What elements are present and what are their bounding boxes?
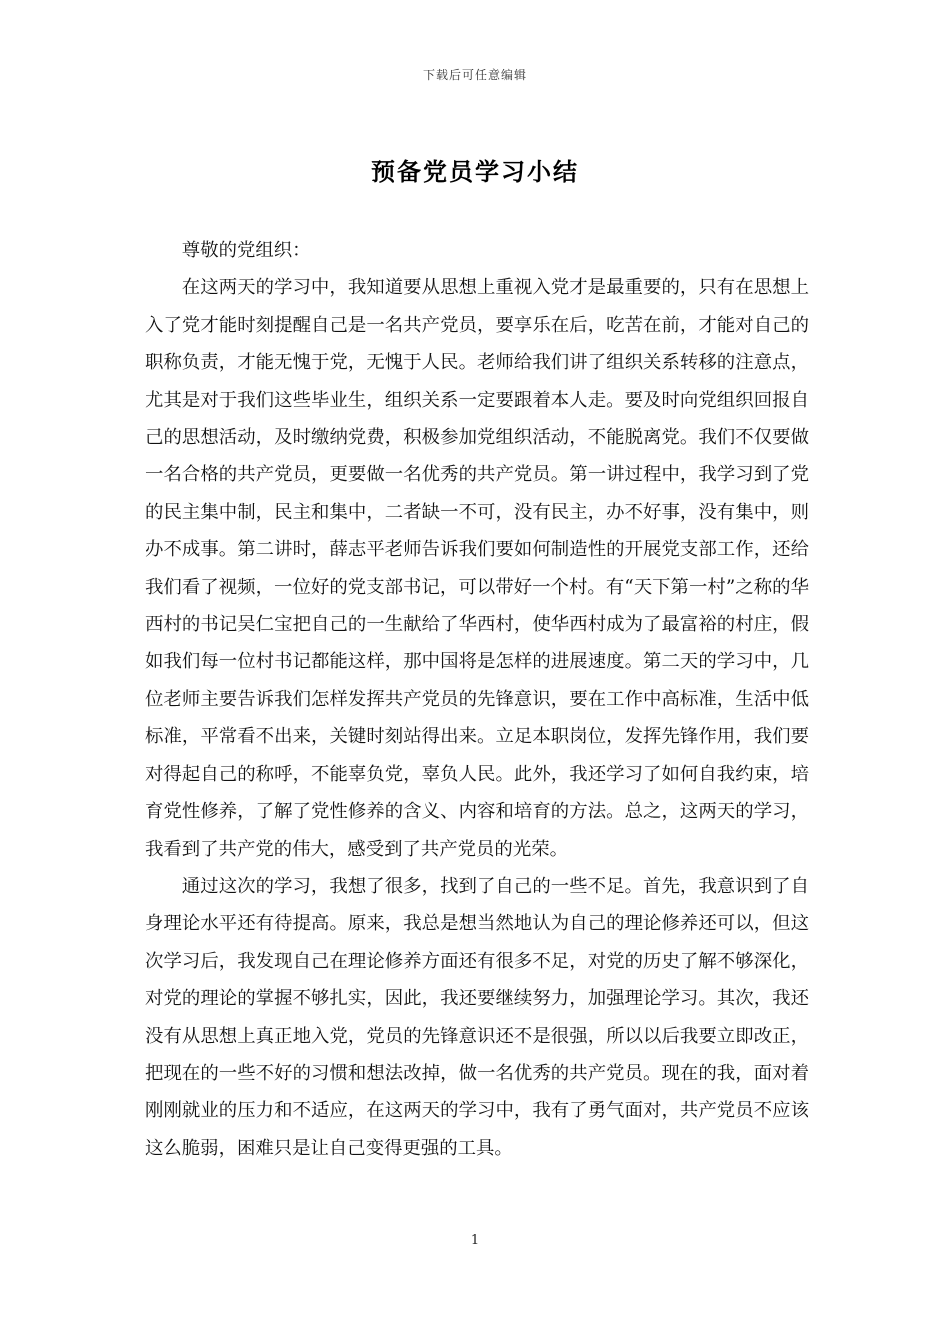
page-number: 1 <box>470 1233 480 1248</box>
document-body <box>145 232 809 1167</box>
paragraph-1: 在这两天的学习中，我知道要从思想上重视入党才是最重要的，只有在思想上入了党才能时刻提醒自己是一名共产党员，要享乐在后，吃苦在前，才能对自己的职称负责，才能无愧于党，无愧于人民。老师给我们讲了组织关系转移的注意点，尤其是对于我们这些毕业生，组织关系一定要跟着本人走。要及时向党组织回报自己的思想活动，及时缴纳党费，积极参加党组织活动，不能脱离党。我们不仅要做一名合格的共产党员，更要做一名优秀的共产党员。第一讲过程中，我学习到了党的民主集中制，民主和集中，二者缺一不可，没有民主，办不好事，没有集中，则办不成事。第二讲时，薛志平老师告诉我们要如何制造性的开展党支部工作，还给我们看了视频，一位好的党支部书记，可以带好一个村。有“天下第一村”之称的华西村的书记吴仁宝把自己的一生献给了华西村，使华西村成为了最富裕的村庄，假如我们每一位村书记都能这样，那中国将是怎样的进展速度。第二天的学习中，几位老师主要告诉我们怎样发挥共产党员的先锋意识，要在工作中高标准，生活中低标准，平常看不出来，关键时刻站得出来。立足本职岗位，发挥先锋作用，我们要对得起自己的称呼，不能辜负党，辜负人民。此外，我还学习了如何自我约束，培育党性修养，了解了党性修养的含义、内容和培育的方法。总之，这两天的学习，我看到了共产党的伟大，感受到了共产党员的光荣。 <box>145 277 809 860</box>
paragraph-2: 通过这次的学习，我想了很多，找到了自己的一些不足。首先，我意识到了自身理论水平还有待提高。原来，我总是想当然地认为自己的理论修养还可以，但这次学习后，我发现自己在理论修养方面还有很多不足，对党的历史了解不够深化，对党的理论的掌握不够扎实，因此，我还要继续努力，加强理论学习。其次，我还没有从思想上真正地入党，党员的先锋意识还不是很强，所以以后我要立即改正，把现在的一些不好的习惯和想法改掉，做一名优秀的共产党员。现在的我，面对着刚刚就业的压力和不适应，在这两天的学习中，我有了勇气面对，共产党员不应该这么脆弱，困难只是让自己变得更强的工具。 <box>145 875 809 1159</box>
header-note: 下载后可任意编辑 <box>422 68 527 82</box>
salutation: 尊敬的党组织： <box>181 240 311 261</box>
document-title: 预备党员学习小结 <box>371 157 579 186</box>
